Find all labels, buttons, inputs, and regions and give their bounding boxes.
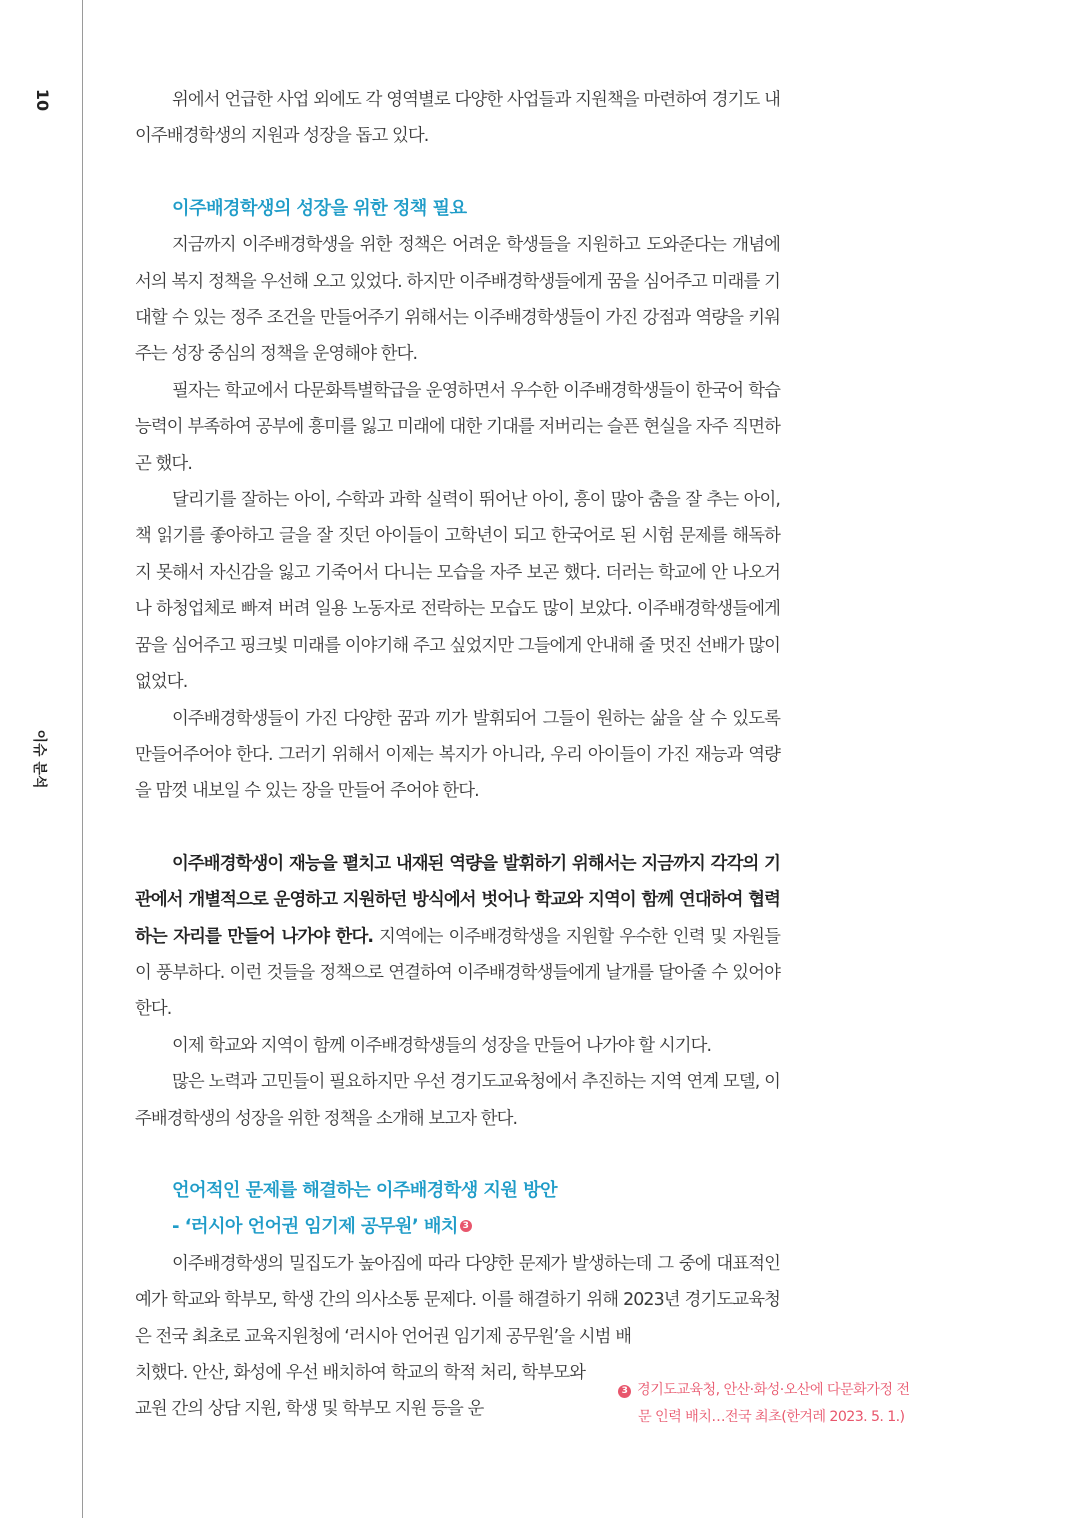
paragraph-1: 지금까지 이주배경학생을 위한 정책은 어려운 학생들을 지원하고 도와준다는 개념에서의 복지 정책을 우선해 오고 있었다. 하지만 이주배경학생들에게 꿈을 심어주고 미래를 기대할 수 있는 정주 조건을 만들어주기 위해서는 이주배경학생들이 가진 강점과 역량을 키워주는 성장 중심의 정책을 운영해야 한다. — [135, 235, 780, 365]
paragraph-5 — [135, 846, 780, 1028]
emphasis-text: 이주배경학생이 재능을 펼치고 내재된 역량을 발휘하기 위해서는 지금까지 각각의 기관에서 개별적으로 운영하고 지원하던 방식에서 벗어나 학교와 지역이 함께 연대하여 협력하는 자리를 만들어 나가야 한다. — [135, 853, 780, 947]
footnote-text-1: 경기도교육청, 안산·화성·오산에 다문화가정 전 — [637, 1382, 910, 1398]
page-number: 10 — [33, 88, 52, 112]
heading-line-1: 언어적인 문제를 해결하는 이주배경학생 지원 방안 — [172, 1179, 558, 1201]
footnote-number: 3 — [618, 1385, 631, 1398]
paragraph-6: 이제 학교와 지역이 함께 이주배경학생들의 성장을 만들어 나가야 할 시기다. — [172, 1035, 712, 1056]
spacer — [135, 155, 780, 191]
heading-line-2 — [172, 1209, 780, 1245]
spacer — [135, 810, 780, 846]
section-heading-growth-policy: 이주배경학생의 성장을 위한 정책 필요 — [172, 197, 467, 219]
side-rule — [82, 0, 83, 1518]
paragraph-7: 많은 노력과 고민들이 필요하지만 우선 경기도교육청에서 추진하는 지역 연계 모델, 이주배경학생의 성장을 위한 정책을 소개해 보고자 한다. — [135, 1072, 780, 1129]
footnote-line-1 — [618, 1377, 948, 1404]
intro-paragraph: 위에서 언급한 사업 외에도 각 영역별로 다양한 사업들과 지원책을 마련하여 경기도 내 이주배경학생의 지원과 성장을 돕고 있다. — [135, 90, 780, 147]
paragraph-8: 이주배경학생의 밀집도가 높아짐에 따라 다양한 문제가 발생하는데 그 중에 대표적인 예가 학교와 학부모, 학생 간의 의사소통 문제다. 이를 해결하기 위해 2023년 경기도교육청은 전국 최초로 교육지원청에 ‘러시아 언어권 임기제 공무원’을 시범 배 — [135, 1253, 780, 1347]
footnote-line-2: 문 인력 배치…전국 최초(한겨레 2023. 5. 1.) — [638, 1409, 905, 1425]
spacer — [135, 1137, 780, 1173]
paragraph-4: 이주배경학생들이 가진 다양한 꿈과 끼가 발휘되어 그들이 원하는 삶을 살 수 있도록 만들어주어야 한다. 그러기 위해서 이제는 복지가 아니라, 우리 아이들이 가진 재능과 역량을 맘껏 내보일 수 있는 장을 만들어 주어야 한다. — [135, 708, 780, 802]
paragraph-8-tail: 치했다. 안산, 화성에 우선 배치하여 학교의 학적 처리, 학부모와 교원 간의 상담 지원, 학생 및 학부모 지원 등을 운 — [135, 1363, 585, 1420]
paragraph-5-rest: 지역에는 이주배경학생을 지원할 우수한 인력 및 자원들이 풍부하다. 이런 것들을 정책으로 연결하여 이주배경학생들에게 날개를 달아줄 수 있어야 한다. — [135, 926, 780, 1020]
heading-line-2-text: - ‘러시아 언어권 임기제 공무원’ 배치 — [172, 1216, 458, 1238]
paragraph-3: 달리기를 잘하는 아이, 수학과 과학 실력이 뛰어난 아이, 흥이 많아 춤을 잘 추는 아이, 책 읽기를 좋아하고 글을 잘 짓던 아이들이 고학년이 되고 한국어로 된 시험 문제를 해독하지 못해서 자신감을 잃고 기죽어서 다니는 모습을 자주 보곤 했다. 더러는 학교에 안 나오거나 하청업체로 빠져 버려 일용 노동자로 전락하는 모습도 많이 보았다. 이주배경학생들에게 꿈을 심어주고 핑크빛 미래를 이야기해 주고 싶었지만 그들에게 안내해 줄 멋진 선배가 많이 없었다. — [135, 490, 781, 693]
paragraph-2: 필자는 학교에서 다문화특별학급을 운영하면서 우수한 이주배경학생들이 한국어 학습 능력이 부족하여 공부에 흥미를 잃고 미래에 대한 기대를 저버리는 슬픈 현실을 자주 직면하곤 했다. — [135, 380, 780, 474]
footnote-marker: 3 — [460, 1220, 472, 1232]
article-body — [135, 82, 780, 1428]
footnote — [618, 1377, 948, 1431]
section-heading-language-support — [135, 1173, 780, 1246]
section-label: 이슈 분석 — [31, 729, 47, 789]
